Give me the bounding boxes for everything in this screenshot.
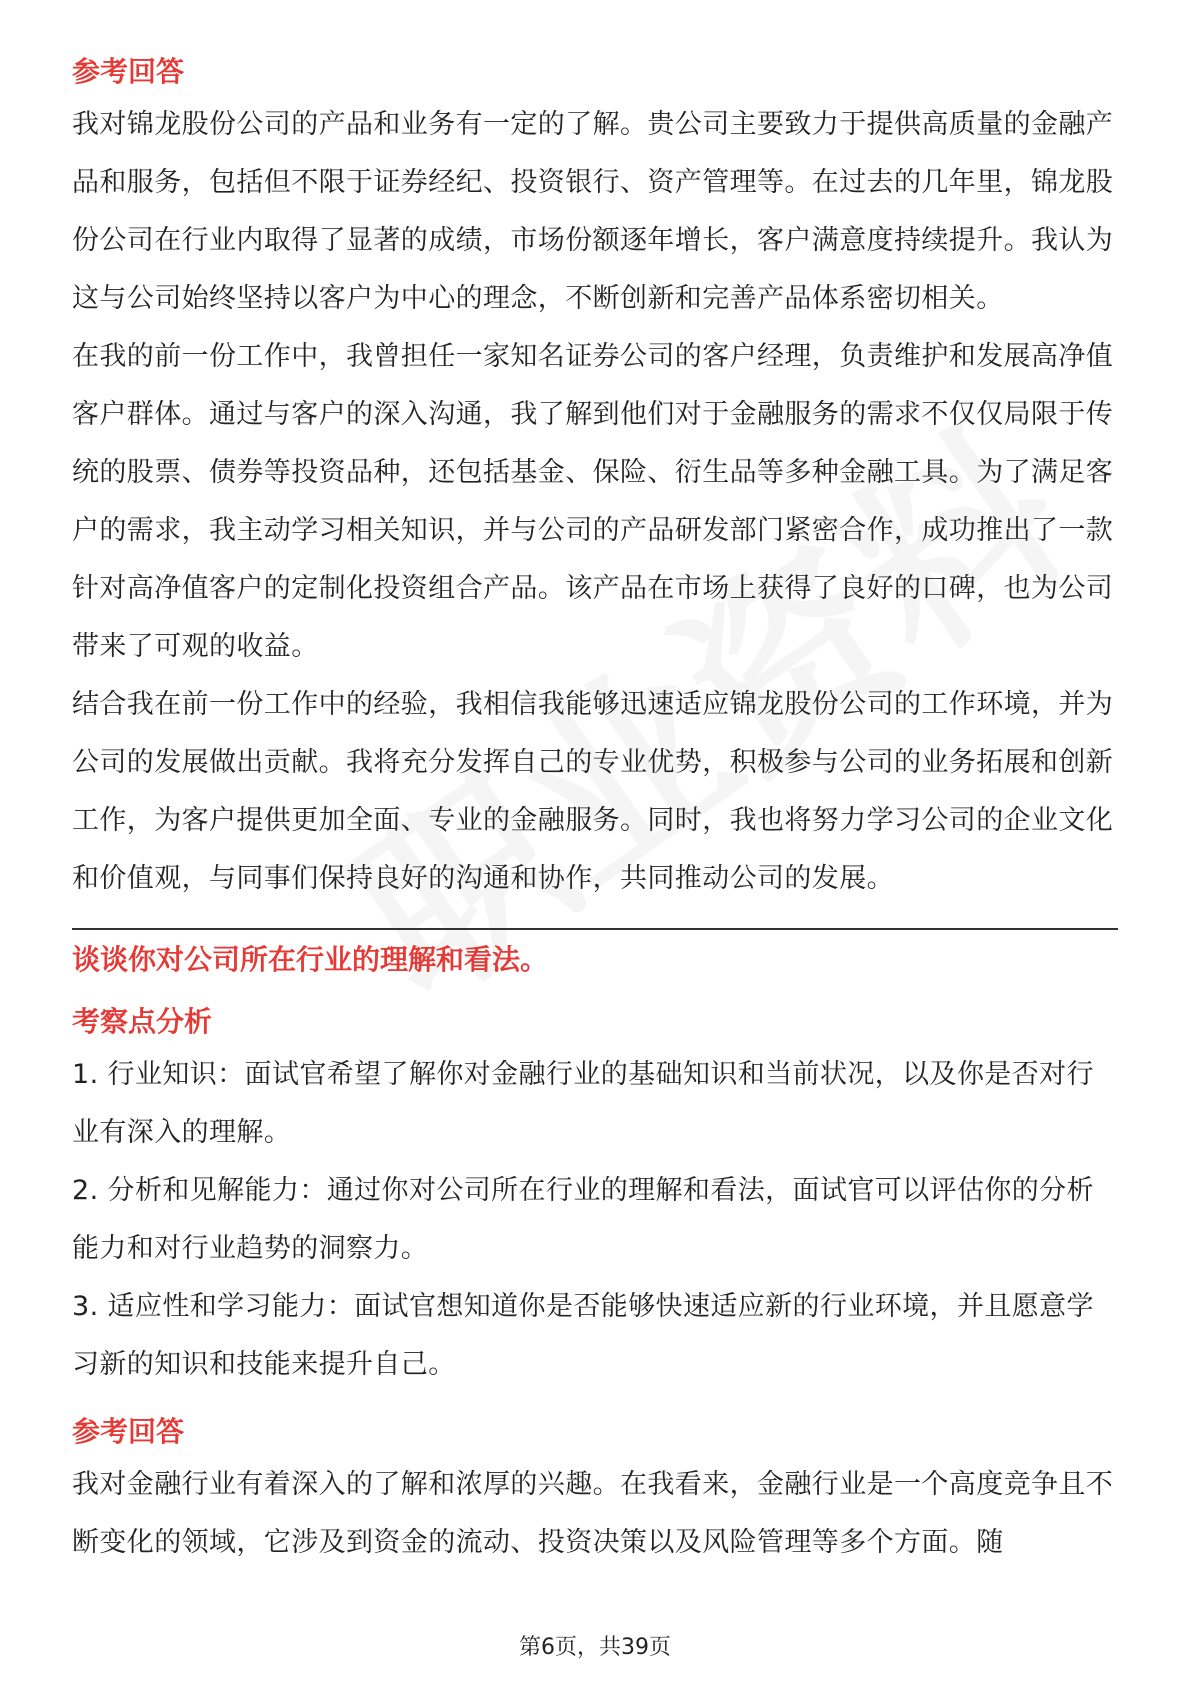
question-heading: 谈谈你对公司所在行业的理解和看法。 bbox=[72, 943, 549, 976]
answer-heading: 参考回答 bbox=[72, 1415, 185, 1448]
answer-paragraph: 我对金融行业有着深入的了解和浓厚的兴趣。在我看来，金融行业是一个高度竞争且不断变化的领域，它涉及到资金的流动、投资决策以及风险管理等多个方面。随 bbox=[72, 1469, 1114, 1558]
answer-paragraph: 在我的前一份工作中，我曾担任一家知名证券公司的客户经理，负责维护和发展高净值客户群体。通过与客户的深入沟通，我了解到他们对于金融服务的需求不仅仅局限于传统的股票、债券等投资品种，还包括基金、保险、衍生品等多种金融工具。为了满足客户的需求，我主动学习相关知识，并与公司的产品研发部门紧密合作，成功推出了一款针对高净值客户的定制化投资组合产品。该产品在市场上获得了良好的口碑，也为公司带来了可观的收益。 bbox=[72, 341, 1114, 662]
analysis-point: 1. 行业知识：面试官希望了解你对金融行业的基础知识和当前状况，以及你是否对行业有深入的理解。 bbox=[72, 1059, 1094, 1148]
analysis-point: 2. 分析和见解能力：通过你对公司所在行业的理解和看法，面试官可以评估你的分析能力和对行业趋势的洞察力。 bbox=[72, 1175, 1094, 1264]
analysis-point: 3. 适应性和学习能力：面试官想知道你是否能够快速适应新的行业环境，并且愿意学习新的知识和技能来提升自己。 bbox=[72, 1291, 1094, 1380]
analysis-heading: 考察点分析 bbox=[72, 1005, 213, 1038]
answer-paragraph: 结合我在前一份工作中的经验，我相信我能够迅速适应锦龙股份公司的工作环境，并为公司的发展做出贡献。我将充分发挥自己的专业优势，积极参与公司的业务拓展和创新工作，为客户提供更加全面、专业的金融服务。同时，我也将努力学习公司的企业文化和价值观，与同事们保持良好的沟通和协作，共同推动公司的发展。 bbox=[72, 689, 1114, 894]
answer-paragraph: 我对锦龙股份公司的产品和业务有一定的了解。贵公司主要致力于提供高质量的金融产品和服务，包括但不限于证券经纪、投资银行、资产管理等。在过去的几年里，锦龙股份公司在行业内取得了显著的成绩，市场份额逐年增长，客户满意度持续提升。我认为这与公司始终坚持以客户为中心的理念，不断创新和完善产品体系密切相关。 bbox=[72, 109, 1114, 314]
page-content bbox=[72, 48, 1118, 1572]
answer-heading: 参考回答 bbox=[72, 55, 185, 88]
page-number: 第6页，共39页 bbox=[519, 1635, 671, 1660]
section-divider bbox=[72, 928, 1118, 930]
